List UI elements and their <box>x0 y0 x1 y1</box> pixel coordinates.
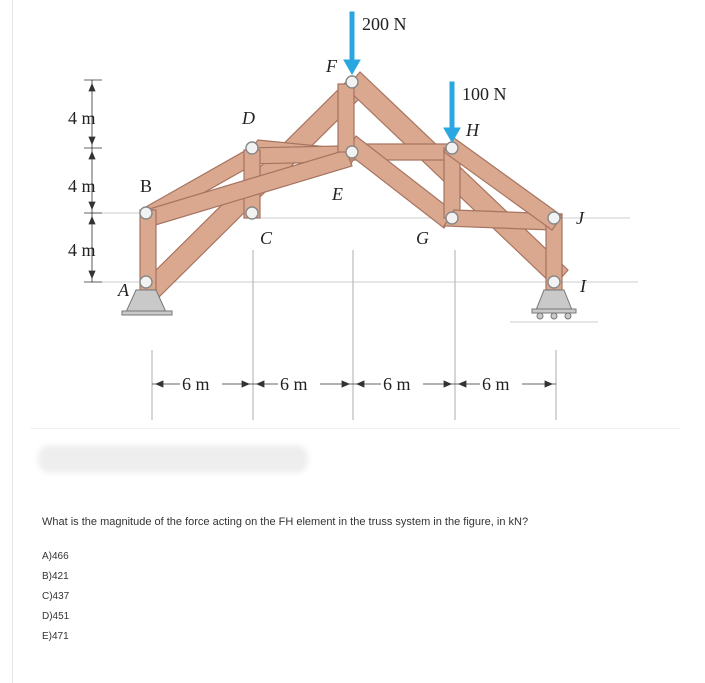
height-label-1: 4 m <box>68 108 96 128</box>
joint-label-E: E <box>332 184 343 204</box>
option-e[interactable]: E)471 <box>42 631 69 642</box>
answer-options <box>42 550 69 650</box>
joint-label-C: C <box>260 228 273 248</box>
span-label-4: 6 m <box>482 374 510 394</box>
span-label-2: 6 m <box>280 374 308 394</box>
question-text: What is the magnitude of the force acting on the FH element in the truss system in the figure, in kN? <box>42 516 529 528</box>
joint-label-A: A <box>118 280 129 300</box>
load-arrow-100 <box>444 82 460 142</box>
truss-members <box>140 72 568 298</box>
joint-label-J: J <box>576 208 584 228</box>
figure-divider <box>30 428 680 429</box>
joint-label-I: I <box>580 276 586 296</box>
joint-label-F: F <box>326 56 337 76</box>
joint-label-H: H <box>466 120 479 140</box>
span-label-1: 6 m <box>182 374 210 394</box>
option-c[interactable]: C)437 <box>42 591 70 602</box>
joint-label-D: D <box>242 108 255 128</box>
span-label-3: 6 m <box>383 374 411 394</box>
option-b[interactable]: B)421 <box>42 571 69 582</box>
option-d[interactable]: D)451 <box>42 611 70 622</box>
roller-support <box>532 290 576 319</box>
reference-lines <box>152 250 556 420</box>
joint-label-G: G <box>416 228 429 248</box>
option-a[interactable]: A)466 <box>42 551 69 562</box>
joint-label-B: B <box>140 176 153 196</box>
pin-support <box>122 290 172 315</box>
left-border <box>12 0 13 683</box>
blurred-region <box>38 445 308 473</box>
height-label-2: 4 m <box>68 176 96 196</box>
load-arrow-200 <box>344 12 360 74</box>
truss-figure <box>40 0 660 420</box>
height-label-3: 4 m <box>68 240 96 260</box>
load-label-200: 200 N <box>362 14 407 34</box>
load-label-100: 100 N <box>462 84 507 104</box>
